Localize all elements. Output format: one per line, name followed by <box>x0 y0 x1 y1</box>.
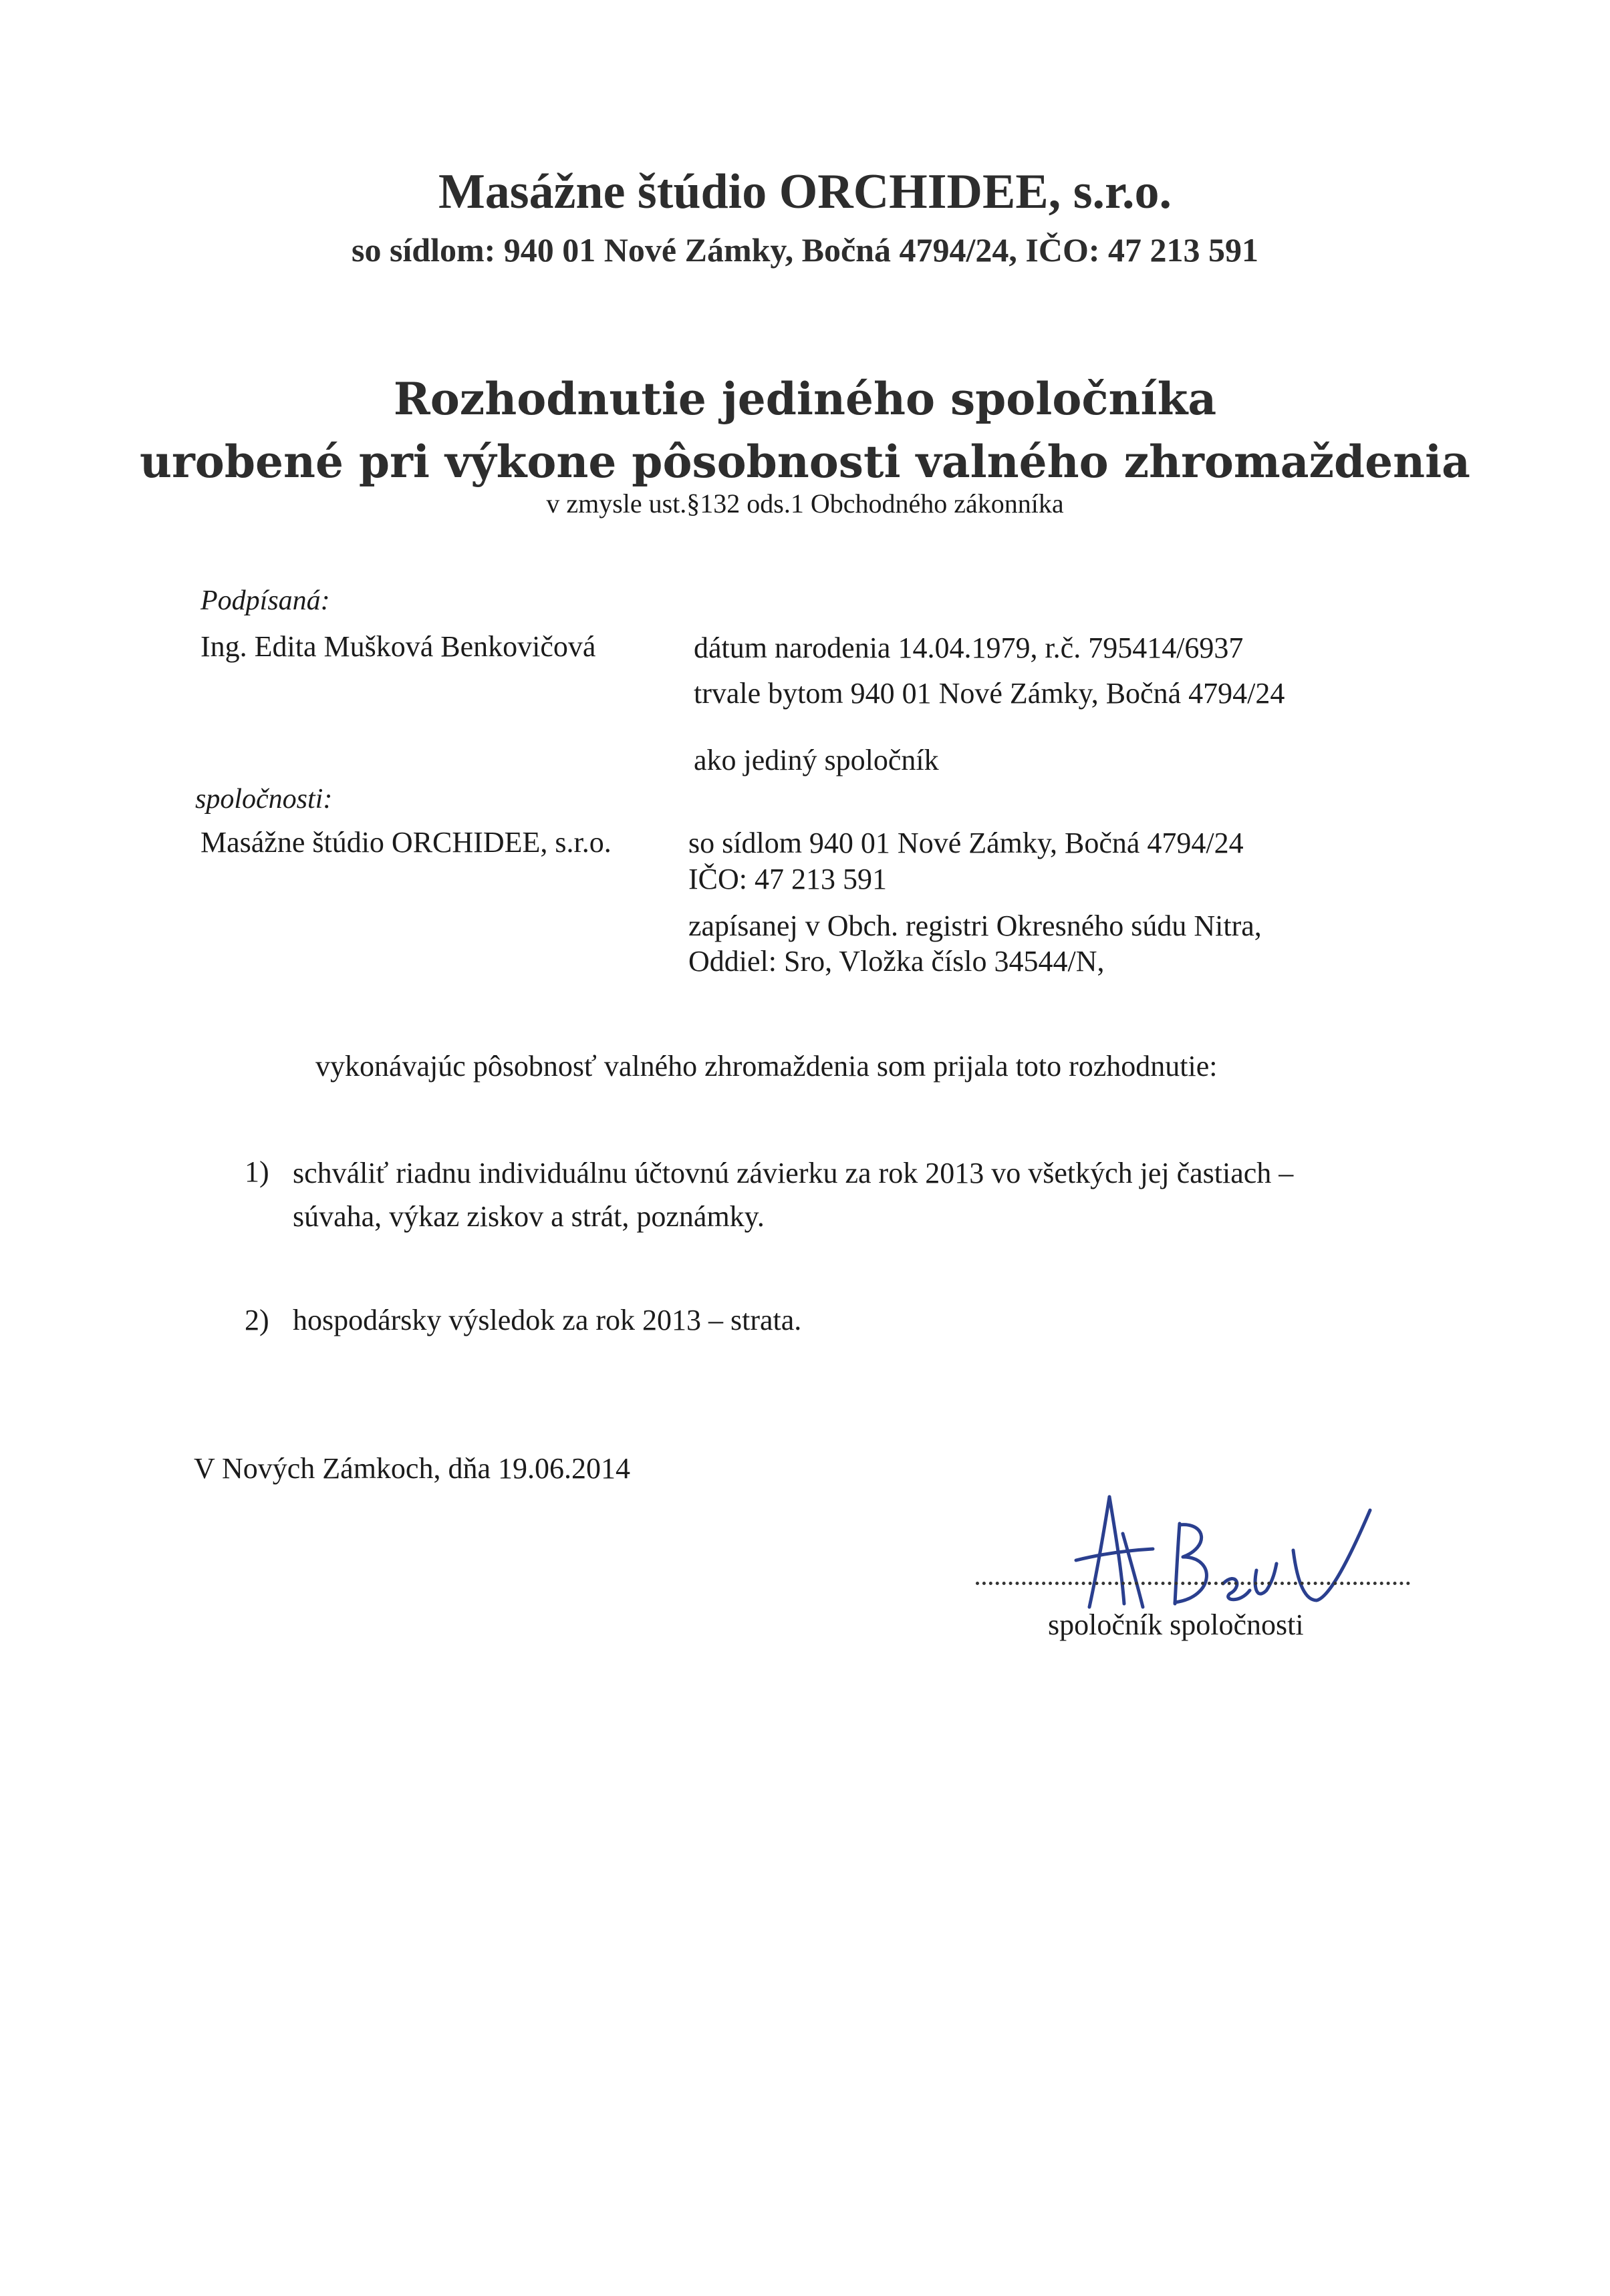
company-address: so sídlom: 940 01 Nové Zámky, Bočná 4794/24, IČO: 47 213 591 <box>351 231 1258 269</box>
company-ico: IČO: 47 213 591 <box>688 863 887 895</box>
company-register-section: Oddiel: Sro, Vložka číslo 34544/N, <box>688 945 1105 978</box>
document-title-line-2: urobené pri výkone pôsobnosti valného zhromaždenia <box>140 436 1470 488</box>
signatory-birth-info: dátum narodenia 14.04.1979, r.č. 795414/6937 <box>694 631 1244 664</box>
signatory-label: Podpísaná: <box>200 585 330 616</box>
decision-item-text-continued: súvaha, výkaz ziskov a strát, poznámky. <box>293 1200 765 1233</box>
document-subtitle: v zmysle ust.§132 ods.1 Obchodného zákonníka <box>546 488 1064 519</box>
decision-item-text: hospodársky výsledok za rok 2013 – strata. <box>293 1304 802 1336</box>
company-label: spoločnosti: <box>195 784 333 815</box>
company-name-row: Masážne štúdio ORCHIDEE, s.r.o. <box>200 826 612 859</box>
signatory-residence: trvale bytom 940 01 Nové Zámky, Bočná 4794/24 <box>694 677 1285 710</box>
handwritten-signature <box>1063 1470 1383 1617</box>
company-name: Masážne štúdio ORCHIDEE, s.r.o. <box>438 164 1172 219</box>
decision-item-number: 1) <box>245 1155 269 1188</box>
place-and-date: V Nových Zámkoch, dňa 19.06.2014 <box>194 1452 630 1485</box>
company-seat: so sídlom 940 01 Nové Zámky, Bočná 4794/24 <box>688 827 1244 859</box>
decision-item-text: schváliť riadnu individuálnu účtovnú závierku za rok 2013 vo všetkých jej častiach – <box>293 1157 1294 1189</box>
decision-intro: vykonávajúc pôsobnosť valného zhromaždenia som prijala toto rozhodnutie: <box>315 1050 1218 1083</box>
signature-line <box>976 1582 1410 1585</box>
decision-item-number: 2) <box>245 1304 269 1336</box>
document-title-line-1: Rozhodnutie jediného spoločníka <box>393 373 1217 425</box>
signature-caption: spoločník spoločnosti <box>1048 1608 1304 1641</box>
company-register: zapísanej v Obch. registri Okresného súdu Nitra, <box>688 909 1262 942</box>
signatory-role: ako jediný spoločník <box>694 744 939 776</box>
signatory-name: Ing. Edita Mušková Benkovičová <box>200 630 596 663</box>
